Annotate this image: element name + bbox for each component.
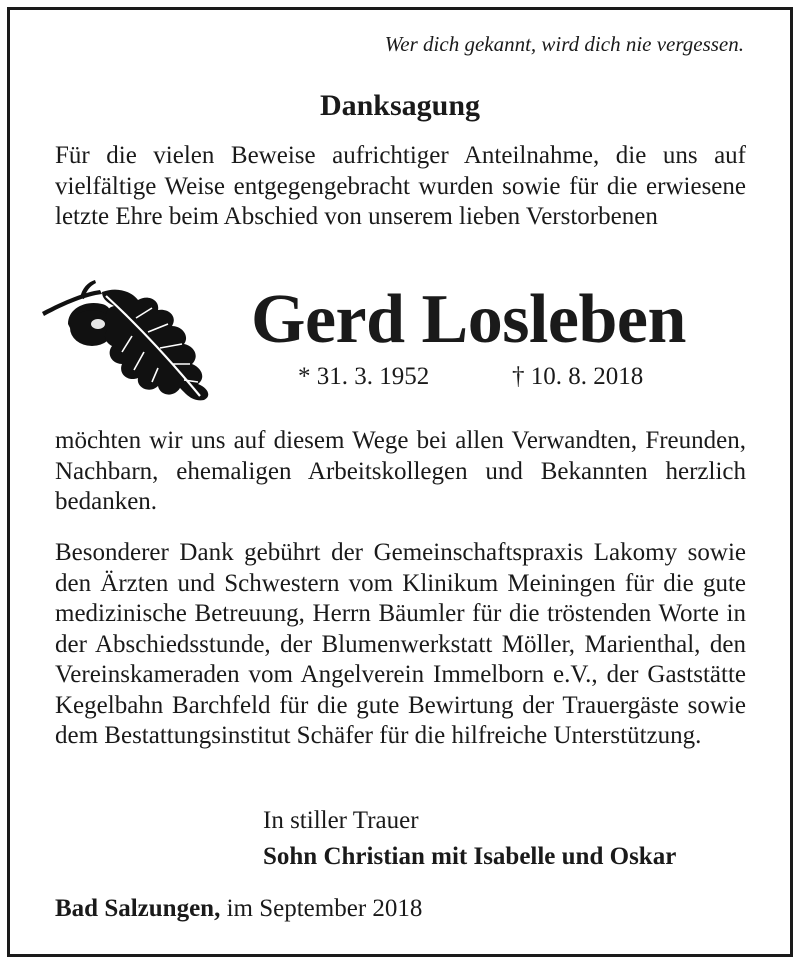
thanks-paragraph: möchten wir uns auf diesem Wege bei allen Verwandten, Freunden, Nachbarn, ehemaligen Arbeitskollegen und Bekannten herzlich bedanken. <box>55 427 746 515</box>
motto: Wer dich gekannt, wird dich nie vergessen. <box>384 32 744 56</box>
place-date-line <box>55 895 422 923</box>
birth-date: * 31. 3. 1952 <box>298 363 430 390</box>
intro-paragraph: Für die vielen Beweise aufrichtiger Anteilnahme, die uns auf vielfältige Weise entgegengebracht wurden sowie für die erwiesene letzte Ehre beim Abschied von unserem lieben Verstorbenen <box>55 142 746 230</box>
signature-intro: In stiller Trauer <box>263 807 419 834</box>
special-thanks-paragraph: Besonderer Dank gebührt der Gemeinschaftspraxis Lakomy sowie den Ärzten und Schwestern vom Klinikum Meiningen für die gute medizinische Betreuung, Herrn Bäumler für die tröstenden Worte in der Abschiedsstunde, der Blumenwerkstatt Möller, Marienthal, den Vereinskameraden vom Angelverein Immelborn e.V., der Gaststätte Kegelbahn Barchfeld für die gute Bewirtung der Trauergäste sowie dem Bestattungsinstitut Schäfer für die hilfreiche Unterstützung. <box>55 539 746 749</box>
place: Bad Salzungen, <box>55 895 221 922</box>
deceased-name: Gerd Losleben <box>251 281 686 358</box>
oak-leaf-acorn-icon <box>40 278 225 403</box>
signature-names: Sohn Christian mit Isabelle und Oskar <box>263 843 677 870</box>
death-date: † 10. 8. 2018 <box>512 363 644 390</box>
heading: Danksagung <box>319 89 481 122</box>
date: im September 2018 <box>226 895 423 922</box>
